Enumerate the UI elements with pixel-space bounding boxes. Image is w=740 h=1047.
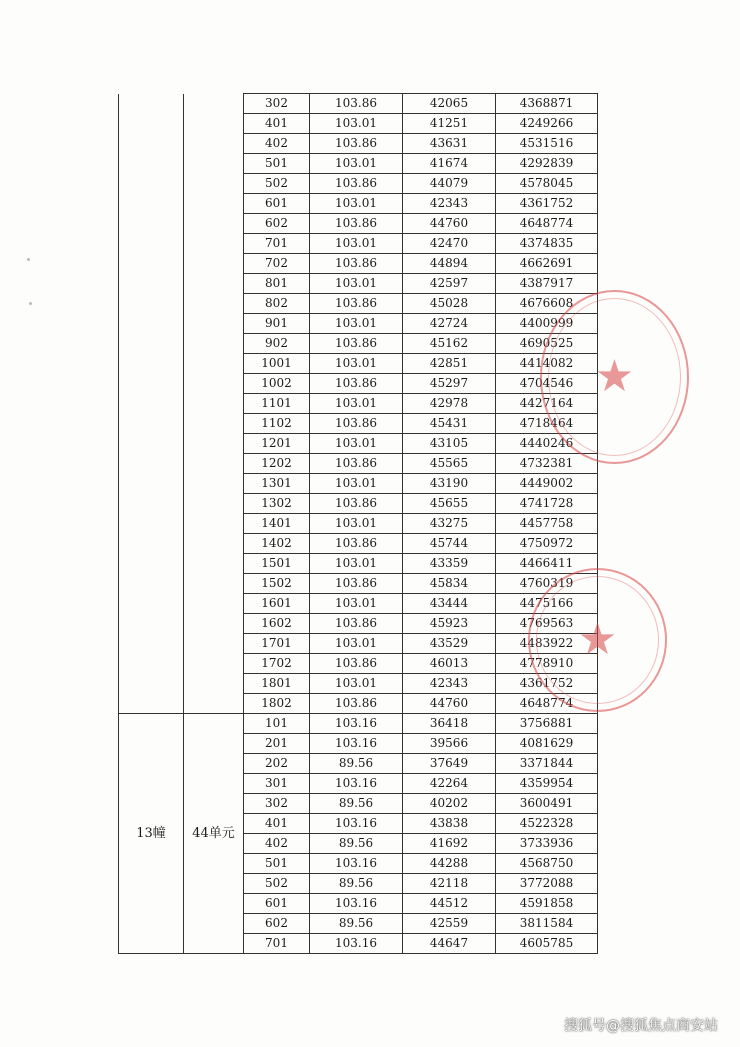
room-number: 1501 (244, 554, 310, 574)
room-number: 702 (244, 254, 310, 274)
price-table (118, 93, 598, 954)
total-price: 4648774 (496, 694, 598, 714)
room-number: 1202 (244, 454, 310, 474)
room-number: 1801 (244, 674, 310, 694)
unit-price: 41692 (403, 834, 496, 854)
total-price: 4591858 (496, 894, 598, 914)
scan-speck (29, 302, 32, 305)
area: 103.01 (310, 234, 403, 254)
total-price: 4081629 (496, 734, 598, 754)
total-price: 4605785 (496, 934, 598, 954)
unit-price: 43190 (403, 474, 496, 494)
total-price: 4368871 (496, 94, 598, 114)
area: 103.86 (310, 134, 403, 154)
room-number: 402 (244, 134, 310, 154)
room-number: 502 (244, 174, 310, 194)
area: 103.16 (310, 934, 403, 954)
unit-price: 42264 (403, 774, 496, 794)
area: 103.01 (310, 434, 403, 454)
room-number: 501 (244, 154, 310, 174)
room-number: 201 (244, 734, 310, 754)
unit-price: 43631 (403, 134, 496, 154)
total-price: 4718464 (496, 414, 598, 434)
room-number: 101 (244, 714, 310, 734)
total-price: 4648774 (496, 214, 598, 234)
total-price: 4466411 (496, 554, 598, 574)
area: 103.86 (310, 494, 403, 514)
total-price: 4292839 (496, 154, 598, 174)
area: 103.01 (310, 674, 403, 694)
unit-price: 44647 (403, 934, 496, 954)
unit-price: 45923 (403, 614, 496, 634)
total-price: 4361752 (496, 194, 598, 214)
room-number: 601 (244, 194, 310, 214)
unit-price: 44760 (403, 694, 496, 714)
unit-price: 42343 (403, 674, 496, 694)
total-price: 4400999 (496, 314, 598, 334)
total-price: 4704546 (496, 374, 598, 394)
room-number: 1102 (244, 414, 310, 434)
unit-price: 37649 (403, 754, 496, 774)
room-number: 1401 (244, 514, 310, 534)
total-price: 4769563 (496, 614, 598, 634)
unit-price: 42118 (403, 874, 496, 894)
area: 89.56 (310, 914, 403, 934)
area: 103.01 (310, 514, 403, 534)
room-number: 1002 (244, 374, 310, 394)
total-price: 4690525 (496, 334, 598, 354)
unit-price: 45655 (403, 494, 496, 514)
total-price: 4359954 (496, 774, 598, 794)
total-price: 4440246 (496, 434, 598, 454)
room-number: 502 (244, 874, 310, 894)
area: 103.86 (310, 534, 403, 554)
total-price: 4662691 (496, 254, 598, 274)
room-number: 601 (244, 894, 310, 914)
total-price: 4568750 (496, 854, 598, 874)
area: 103.01 (310, 594, 403, 614)
unit-price: 36418 (403, 714, 496, 734)
unit-price: 41674 (403, 154, 496, 174)
area: 89.56 (310, 794, 403, 814)
area: 103.86 (310, 94, 403, 114)
unit-price: 43275 (403, 514, 496, 534)
area: 103.86 (310, 414, 403, 434)
scan-speck (27, 258, 30, 261)
unit-price: 42851 (403, 354, 496, 374)
area: 103.01 (310, 554, 403, 574)
room-number: 901 (244, 314, 310, 334)
table-row (119, 714, 598, 734)
area: 103.86 (310, 254, 403, 274)
unit-price: 40202 (403, 794, 496, 814)
area: 103.86 (310, 614, 403, 634)
area: 89.56 (310, 874, 403, 894)
room-number: 401 (244, 814, 310, 834)
area: 103.01 (310, 154, 403, 174)
unit-price: 44760 (403, 214, 496, 234)
table-row (119, 94, 598, 114)
area: 103.01 (310, 274, 403, 294)
total-price: 4361752 (496, 674, 598, 694)
unit-price: 41251 (403, 114, 496, 134)
room-number: 1702 (244, 654, 310, 674)
total-price: 4741728 (496, 494, 598, 514)
total-price: 4578045 (496, 174, 598, 194)
room-number: 1602 (244, 614, 310, 634)
unit-price: 43444 (403, 594, 496, 614)
total-price: 4414082 (496, 354, 598, 374)
unit-price: 46013 (403, 654, 496, 674)
area: 103.16 (310, 714, 403, 734)
building-cell: 13幢 (119, 714, 184, 954)
area: 103.86 (310, 694, 403, 714)
unit-price: 44894 (403, 254, 496, 274)
room-number: 701 (244, 934, 310, 954)
unit-price: 45565 (403, 454, 496, 474)
total-price: 4483922 (496, 634, 598, 654)
area: 103.01 (310, 474, 403, 494)
total-price: 4387917 (496, 274, 598, 294)
building-cell-continued (119, 94, 184, 714)
unit-price: 43838 (403, 814, 496, 834)
total-price: 3733936 (496, 834, 598, 854)
unit-price: 43105 (403, 434, 496, 454)
room-number: 1402 (244, 534, 310, 554)
room-number: 1701 (244, 634, 310, 654)
area: 103.16 (310, 774, 403, 794)
unit-price: 43359 (403, 554, 496, 574)
unit-price: 42724 (403, 314, 496, 334)
unit-price: 44079 (403, 174, 496, 194)
room-number: 302 (244, 794, 310, 814)
room-number: 602 (244, 914, 310, 934)
area: 103.86 (310, 334, 403, 354)
developer-seal-stamp: ★ (528, 568, 667, 712)
area: 103.86 (310, 174, 403, 194)
unit-cell: 44单元 (184, 714, 244, 954)
unit-price: 45834 (403, 574, 496, 594)
area: 103.86 (310, 574, 403, 594)
room-number: 402 (244, 834, 310, 854)
total-price: 4750972 (496, 534, 598, 554)
area: 103.16 (310, 854, 403, 874)
unit-price: 44288 (403, 854, 496, 874)
unit-price: 39566 (403, 734, 496, 754)
unit-price: 44512 (403, 894, 496, 914)
unit-price: 42978 (403, 394, 496, 414)
room-number: 801 (244, 274, 310, 294)
room-number: 1201 (244, 434, 310, 454)
area: 103.16 (310, 894, 403, 914)
room-number: 302 (244, 94, 310, 114)
area: 89.56 (310, 754, 403, 774)
unit-price: 42559 (403, 914, 496, 934)
unit-price: 45297 (403, 374, 496, 394)
area: 103.86 (310, 294, 403, 314)
unit-price: 42343 (403, 194, 496, 214)
total-price: 4732381 (496, 454, 598, 474)
unit-price: 45162 (403, 334, 496, 354)
unit-price: 45431 (403, 414, 496, 434)
room-number: 1502 (244, 574, 310, 594)
unit-price: 42065 (403, 94, 496, 114)
total-price: 3772088 (496, 874, 598, 894)
area: 103.86 (310, 374, 403, 394)
room-number: 802 (244, 294, 310, 314)
room-number: 1802 (244, 694, 310, 714)
total-price: 4475166 (496, 594, 598, 614)
watermark-text: 搜狐号@搜狐焦点商安站 (564, 1018, 718, 1034)
total-price: 4449002 (496, 474, 598, 494)
total-price: 4374835 (496, 234, 598, 254)
total-price: 3756881 (496, 714, 598, 734)
area: 103.86 (310, 654, 403, 674)
official-seal-stamp: ★ (540, 290, 689, 464)
total-price: 4427164 (496, 394, 598, 414)
total-price: 4457758 (496, 514, 598, 534)
total-price: 4760319 (496, 574, 598, 594)
room-number: 1101 (244, 394, 310, 414)
area: 103.16 (310, 734, 403, 754)
room-number: 1302 (244, 494, 310, 514)
area: 103.86 (310, 454, 403, 474)
area: 103.01 (310, 354, 403, 374)
room-number: 202 (244, 754, 310, 774)
room-number: 401 (244, 114, 310, 134)
unit-price: 42470 (403, 234, 496, 254)
room-number: 301 (244, 774, 310, 794)
unit-price: 42597 (403, 274, 496, 294)
total-price: 3811584 (496, 914, 598, 934)
area: 103.86 (310, 214, 403, 234)
area: 103.01 (310, 634, 403, 654)
unit-price: 45028 (403, 294, 496, 314)
room-number: 1601 (244, 594, 310, 614)
total-price: 4778910 (496, 654, 598, 674)
room-number: 701 (244, 234, 310, 254)
room-number: 602 (244, 214, 310, 234)
unit-cell-continued (184, 94, 244, 714)
area: 89.56 (310, 834, 403, 854)
total-price: 4531516 (496, 134, 598, 154)
area: 103.16 (310, 814, 403, 834)
total-price: 4522328 (496, 814, 598, 834)
total-price: 3600491 (496, 794, 598, 814)
unit-price: 43529 (403, 634, 496, 654)
room-number: 1301 (244, 474, 310, 494)
room-number: 501 (244, 854, 310, 874)
total-price: 4249266 (496, 114, 598, 134)
area: 103.01 (310, 314, 403, 334)
room-number: 902 (244, 334, 310, 354)
area: 103.01 (310, 114, 403, 134)
room-number: 1001 (244, 354, 310, 374)
area: 103.01 (310, 394, 403, 414)
total-price: 3371844 (496, 754, 598, 774)
area: 103.01 (310, 194, 403, 214)
total-price: 4676608 (496, 294, 598, 314)
unit-price: 45744 (403, 534, 496, 554)
